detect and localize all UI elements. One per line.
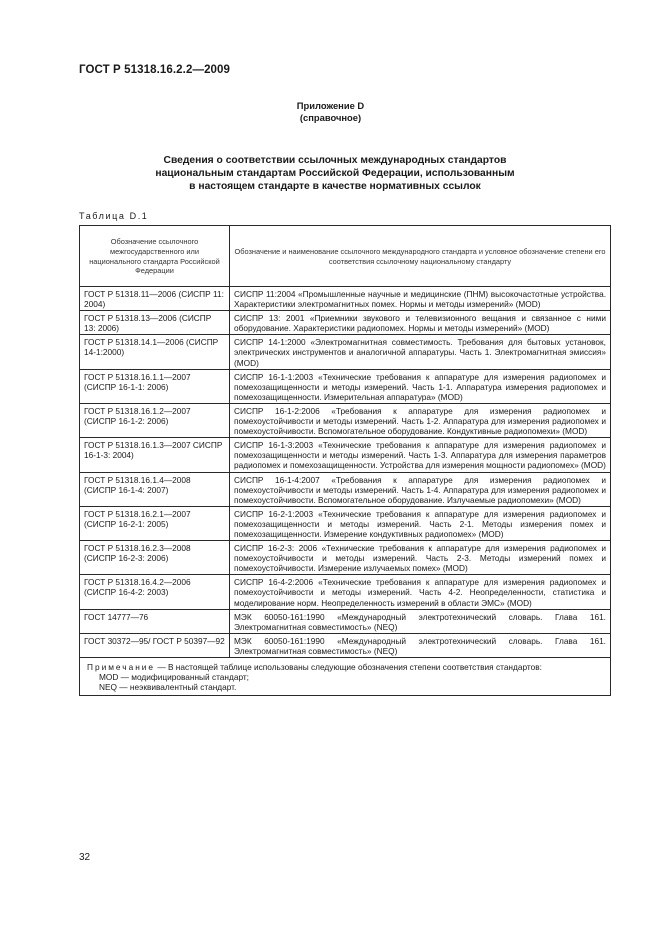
national-standard-cell: ГОСТ Р 51318.16.1.3—2007 СИСПР 16-1-3: 2004) — [80, 438, 230, 472]
reference-standards-table — [79, 225, 611, 696]
table-row — [80, 287, 611, 311]
column-header-national: Обозначение ссылочного межгосударственного или национального стандарта Российской Федерации — [80, 226, 230, 287]
national-standard-cell: ГОСТ Р 51318.13—2006 (СИСПР 13: 2006) — [80, 311, 230, 335]
appendix-title — [120, 154, 550, 193]
international-standard-cell: СИСПР 13: 2001 «Приемники звукового и телевизионного вещания и связанное с ними оборудование. Характеристики радиопомех. Нормы и методы измерений» (MOD) — [230, 311, 611, 335]
appendix-type: (справочное) — [299, 112, 362, 123]
table-row — [80, 472, 611, 506]
note-text: — В настоящей таблице использованы следующие обозначения степени соответствия стандартов: — [157, 662, 542, 672]
international-standard-cell: СИСПР 16-4-2:2006 «Технические требования к аппаратуре для измерения радиопомех и помехоустойчивости и методы измерений. Часть 4-2. Неопределенности, статистика и моделирование норм. Неопределенность измерений в области ЭМС» (MOD) — [230, 575, 611, 609]
table-row — [80, 369, 611, 403]
international-standard-cell: СИСПР 16-2-1:2003 «Технические требования к аппаратуре для измерения радиопомех и помехозащищенности и методы измерений. Часть 2-1. Методы измерения помех и помехозащищенности. Измерение кондуктивных радиопомех» (MOD) — [230, 506, 611, 540]
national-standard-cell: ГОСТ 14777—76 — [80, 609, 230, 633]
table-row — [80, 541, 611, 575]
document-id-header: ГОСТ Р 51318.16.2.2—2009 — [79, 64, 231, 76]
column-header-international: Обозначение и наименование ссылочного международного стандарта и условное обозначение степени его соответствия ссылочному национальному стандарту — [230, 226, 611, 287]
table-row — [80, 575, 611, 609]
international-standard-cell: СИСПР 16-1-2:2006 «Требования к аппаратуре для измерения радиопомех и помехоустойчивости и методы измерений. Часть 1-2. Аппаратура для измерения радиопомех и помехоустойчивости. Вспомогательное оборудование. Кондуктивные радиопомехи» (MOD) — [230, 403, 611, 437]
title-line-2: национальным стандартам Российской Федерации, использованным — [155, 168, 515, 179]
national-standard-cell: ГОСТ Р 51318.16.1.2—2007 (СИСПР 16-1-2: 2006) — [80, 403, 230, 437]
table-row — [80, 633, 611, 657]
table-row — [80, 438, 611, 472]
international-standard-cell: СИСПР 16-1-4:2007 «Требования к аппаратуре для измерения радиопомех и помехоустойчивости и методы измерений. Часть 1-4. Аппаратура для измерения радиопомех и помехоустойчивости. Вспомогательное оборудование. Излучаемые радиопомехи» (MOD) — [230, 472, 611, 506]
title-line-1: Сведения о соответствии ссылочных международных стандартов — [163, 155, 507, 166]
note-item: NEQ — неэквивалентный стандарт. — [99, 682, 237, 693]
table-row — [80, 403, 611, 437]
table-row — [80, 335, 611, 369]
international-standard-cell: СИСПР 16-1-3:2003 «Технические требования к аппаратуре для измерения радиопомех и помехозащищенности и методы измерений. Часть 1-3. Аппаратура для измерения параметров радиопомех и помехозащищенности. Устройства для измерения мощности радиопомех» (MOD) — [230, 438, 611, 472]
note-cell — [80, 658, 611, 696]
note-label: Примечание — [87, 662, 156, 672]
international-standard-cell: СИСПР 14-1:2000 «Электромагнитная совместимость. Требования для бытовых установок, электрических инструментов и аналогичной аппаратуры. Часть 1. Электромагнитная эмиссия» (MOD) — [230, 335, 611, 369]
title-line-3: в настоящем стандарте в качестве нормативных ссылок — [189, 181, 481, 192]
national-standard-cell: ГОСТ Р 51318.16.1.1—2007 (СИСПР 16-1-1: 2006) — [80, 369, 230, 403]
table-header-row — [80, 226, 611, 287]
table-row — [80, 311, 611, 335]
national-standard-cell: ГОСТ Р 51318.16.1.4—2008 (СИСПР 16-1-4: 2007) — [80, 472, 230, 506]
international-standard-cell: СИСПР 16-2-3: 2006 «Технические требования к аппаратуре для измерения радиопомех и помехоустойчивости и методы измерений. Часть 2-3. Методы измерений помех и помехоустойчивости. Измерение излучаемых помех» (MOD) — [230, 541, 611, 575]
table-label: Таблица D.1 — [79, 211, 149, 221]
appendix-label: Приложение D — [296, 100, 365, 111]
national-standard-cell: ГОСТ Р 51318.11—2006 (СИСПР 11: 2004) — [80, 287, 230, 311]
national-standard-cell: ГОСТ Р 51318.14.1—2006 (СИСПР 14-1:2000) — [80, 335, 230, 369]
table-row — [80, 609, 611, 633]
national-standard-cell: ГОСТ Р 51318.16.2.1—2007 (СИСПР 16-2-1: 2005) — [80, 506, 230, 540]
international-standard-cell: СИСПР 16-1-1:2003 «Технические требования к аппаратуре для измерения радиопомех и помехозащищенности и методы измерений. Часть 1-1. Аппаратура измерения радиопомех и помехозащищенности. Измерительная аппаратура» (MOD) — [230, 369, 611, 403]
page-number: 32 — [79, 852, 91, 863]
national-standard-cell: ГОСТ Р 51318.16.4.2—2006 (СИСПР 16-4-2: 2003) — [80, 575, 230, 609]
international-standard-cell: МЭК 60050-161:1990 «Международный электротехнический словарь. Глава 161. Электромагнитная совместимость» (NEQ) — [230, 609, 611, 633]
national-standard-cell: ГОСТ 30372—95/ ГОСТ Р 50397—92 — [80, 633, 230, 657]
international-standard-cell: МЭК 60050-161:1990 «Международный электротехнический словарь. Глава 161. Электромагнитная совместимость» (NEQ) — [230, 633, 611, 657]
appendix-heading — [0, 100, 661, 124]
table-row — [80, 506, 611, 540]
note-item: MOD — модифицированный стандарт; — [99, 672, 249, 683]
national-standard-cell: ГОСТ Р 51318.16.2.3—2008 (СИСПР 16-2-3: 2006) — [80, 541, 230, 575]
international-standard-cell: СИСПР 11:2004 «Промышленные научные и медицинские (ПНМ) высокочастотные устройства. Характеристики электромагнитных помех. Нормы и методы измерений» (MOD) — [230, 287, 611, 311]
note-row — [80, 658, 611, 696]
